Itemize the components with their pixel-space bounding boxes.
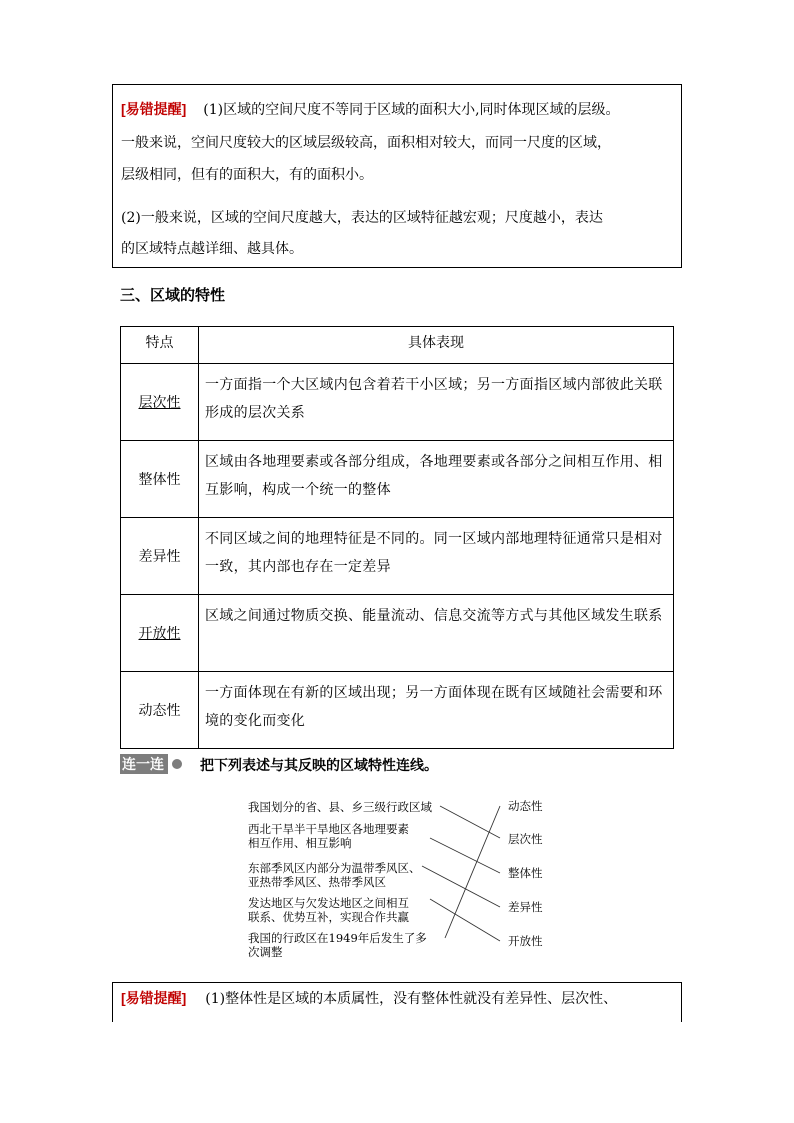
link-tag: 连一连 <box>120 754 168 774</box>
match-left-item: 西北干旱半干旱地区各地理要素 相互作用、相互影响 <box>248 822 409 850</box>
match-line <box>430 899 500 941</box>
match-line <box>445 806 500 938</box>
match-right-item: 整体性 <box>508 866 543 880</box>
feature-desc: 区域之间通过物质交换、能量流动、信息交流等方式与其他区域发生联系 <box>199 595 674 672</box>
match-right-item: 开放性 <box>508 934 543 948</box>
tip-line-2: 一般来说，空间尺度较大的区域层级较高，面积相对较大，而同一尺度的区域， <box>121 135 611 151</box>
feature-name: 整体性 <box>121 441 199 518</box>
tip-tag: [易错提醒] <box>121 101 187 117</box>
match-right-item: 层次性 <box>508 832 543 846</box>
match-left-item: 我国的行政区在1949年后发生了多 次调整 <box>248 931 427 959</box>
feature-name: 开放性 <box>121 595 199 672</box>
header-description: 具体表现 <box>199 327 674 364</box>
feature-desc: 一方面体现在有新的区域出现；另一方面体现在既有区域随社会需要和环境的变化而变化 <box>199 672 674 749</box>
feature-name: 层次性 <box>121 364 199 441</box>
match-line <box>430 838 500 873</box>
match-right-item: 动态性 <box>508 799 543 813</box>
feature-name: 差异性 <box>121 518 199 595</box>
feature-desc: 不同区域之间的地理特征是不同的。同一区域内部地理特征通常只是相对一致，其内部也存在一定差异 <box>199 518 674 595</box>
tip-text: (1)区域的空间尺度不等同于区域的面积大小,同时体现区域的层级。 <box>203 102 620 118</box>
tip-text: (1)整体性是区域的本质属性，没有整体性就没有差异性、层次性、 <box>205 991 618 1007</box>
tip-tag: [易错提醒] <box>121 990 187 1006</box>
header-feature: 特点 <box>121 327 199 364</box>
link-instruction: 把下列表述与其反映的区域特性连线。 <box>200 757 438 773</box>
match-left-item: 发达地区与欠发达地区之间相互 联系、优势互补，实现合作共赢 <box>248 896 409 924</box>
match-left-item: 东部季风区内部分为温带季风区、 亚热带季风区、热带季风区 <box>248 861 421 889</box>
tip-line-3: 层级相同，但有的面积大，有的面积小。 <box>121 167 373 183</box>
tip-line-4: (2)一般来说，区域的空间尺度越大，表达的区域特征越宏观；尺度越小，表达 <box>121 210 603 226</box>
match-right-item: 差异性 <box>508 900 543 914</box>
match-left-item: 我国划分的省、县、乡三级行政区域 <box>248 800 432 814</box>
tip-line-1 <box>121 988 617 1008</box>
section-title: 三、区域的特性 <box>120 287 226 304</box>
feature-desc: 区域由各地理要素或各部分组成，各地理要素或各部分之间相互作用、相互影响，构成一个统一的整体 <box>199 441 674 518</box>
feature-desc: 一方面指一个大区域内包含着若干小区域；另一方面指区域内部彼此关联形成的层次关系 <box>199 364 674 441</box>
tip-box-2 <box>112 982 682 1022</box>
feature-name: 动态性 <box>121 672 199 749</box>
tip-line-5: 的区域特点越详细、越具体。 <box>121 241 303 257</box>
match-line <box>440 806 500 838</box>
